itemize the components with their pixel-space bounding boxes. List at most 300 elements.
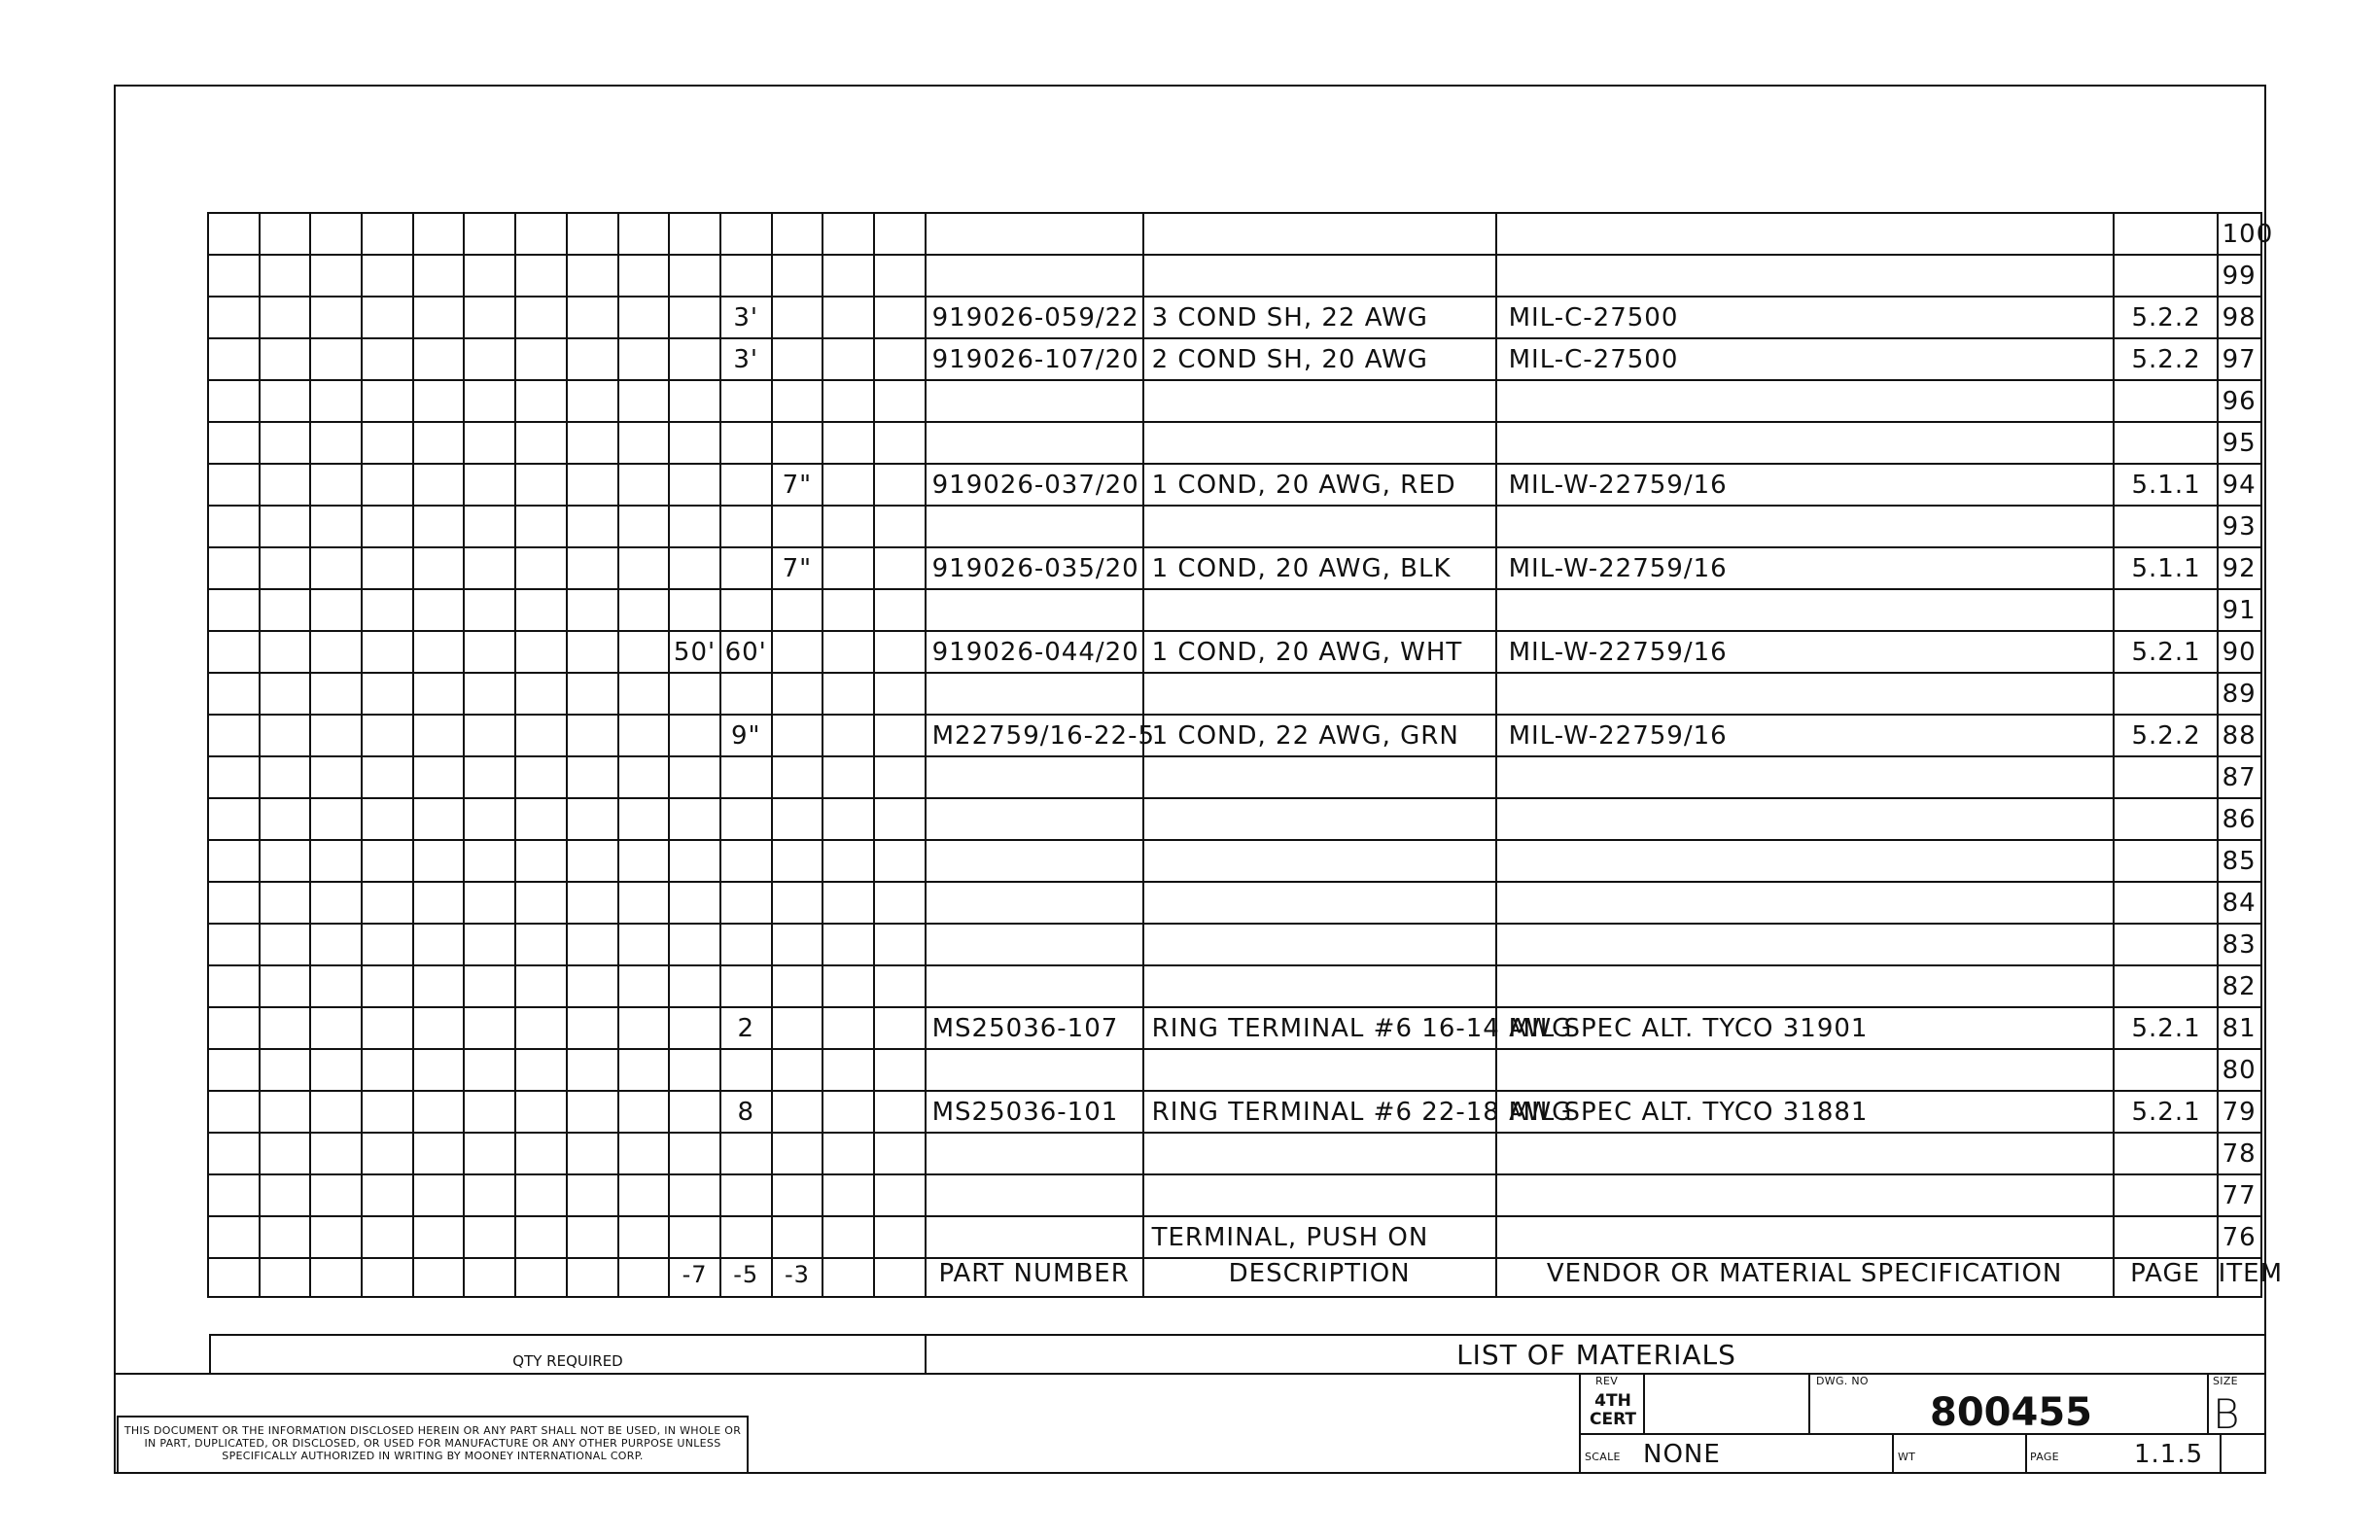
qty-cell: [413, 464, 465, 506]
qty-cell: [822, 338, 874, 380]
spec-cell: [1496, 422, 2114, 464]
description-cell: 1 COND, 22 AWG, GRN: [1143, 715, 1496, 756]
dwg-no-label: DWG. NO: [1816, 1375, 1869, 1387]
qty-cell: [413, 213, 465, 255]
qty-cell: [822, 506, 874, 547]
spec-cell: [1496, 1133, 2114, 1174]
description-cell: [1143, 882, 1496, 924]
part-number-cell: [926, 965, 1143, 1007]
table-row: [208, 1049, 2261, 1091]
qty-cell: [772, 840, 823, 882]
qty-cell: [567, 756, 618, 798]
qty-cell: [362, 1091, 413, 1133]
qty-cell: [874, 338, 926, 380]
qty-cell: 50': [669, 631, 720, 673]
table-row: [208, 1133, 2261, 1174]
qty-cell: [772, 506, 823, 547]
qty-cell: [822, 965, 874, 1007]
spec-cell: [1496, 840, 2114, 882]
item-number-cell: 100: [2218, 213, 2261, 255]
qty-cell: [310, 1133, 362, 1174]
qty-cell: [362, 589, 413, 631]
qty-cell: [567, 1091, 618, 1133]
qty-cell: [413, 1174, 465, 1216]
qty-cell: [362, 1049, 413, 1091]
table-row: [208, 380, 2261, 422]
qty-cell: [874, 1133, 926, 1174]
qty-cell: [720, 380, 772, 422]
qty-cell: [260, 631, 311, 673]
qty-cell: [874, 213, 926, 255]
qty-cell: [362, 965, 413, 1007]
qty-cell: [260, 1216, 311, 1258]
qty-cell: [874, 422, 926, 464]
table-row: [208, 756, 2261, 798]
spec-cell: MIL-W-22759/16: [1496, 464, 2114, 506]
dash-number-cell: [260, 1258, 311, 1297]
spec-cell: [1496, 589, 2114, 631]
qty-cell: [310, 1007, 362, 1049]
qty-cell: [515, 1133, 567, 1174]
qty-cell: [772, 1174, 823, 1216]
qty-cell: [464, 1216, 515, 1258]
qty-cell: [208, 422, 260, 464]
title-block-top-line: [114, 1373, 2266, 1375]
qty-cell: [772, 715, 823, 756]
qty-cell: [413, 1091, 465, 1133]
description-cell: [1143, 213, 1496, 255]
page-value: 1.1.5: [2134, 1440, 2204, 1469]
page-cell: [2114, 213, 2218, 255]
qty-cell: [567, 798, 618, 840]
item-number-cell: 80: [2218, 1049, 2261, 1091]
qty-cell: 9": [720, 715, 772, 756]
dash-number-cell: [567, 1258, 618, 1297]
qty-cell: [567, 715, 618, 756]
qty-cell: [260, 1049, 311, 1091]
qty-cell: [260, 965, 311, 1007]
dash-number-cell: [208, 1258, 260, 1297]
qty-cell: [260, 464, 311, 506]
qty-cell: [772, 798, 823, 840]
qty-cell: [669, 756, 720, 798]
page-cell: 5.2.2: [2114, 338, 2218, 380]
qty-cell: [362, 924, 413, 965]
qty-cell: [874, 297, 926, 338]
qty-cell: [362, 464, 413, 506]
table-row: [208, 297, 2261, 338]
dash-number-cell: [515, 1258, 567, 1297]
qty-cell: [567, 924, 618, 965]
qty-cell: [362, 840, 413, 882]
header-row: [208, 1258, 2261, 1297]
qty-cell: [310, 673, 362, 715]
item-number-cell: 83: [2218, 924, 2261, 965]
part-number-cell: [926, 255, 1143, 297]
table-row: [208, 673, 2261, 715]
qty-cell: [310, 380, 362, 422]
qty-cell: [464, 965, 515, 1007]
qty-cell: [464, 631, 515, 673]
qty-cell: [822, 297, 874, 338]
dash-number-cell: [618, 1258, 670, 1297]
page-cell: 5.2.1: [2114, 1091, 2218, 1133]
part-number-cell: [926, 1174, 1143, 1216]
qty-cell: [208, 798, 260, 840]
qty-cell: [822, 213, 874, 255]
qty-cell: [208, 255, 260, 297]
qty-cell: [464, 1133, 515, 1174]
qty-cell: [362, 756, 413, 798]
qty-cell: [822, 798, 874, 840]
qty-cell: [515, 506, 567, 547]
qty-cell: [720, 882, 772, 924]
qty-cell: [772, 213, 823, 255]
qty-cell: [515, 756, 567, 798]
qty-cell: [310, 1174, 362, 1216]
qty-cell: [413, 589, 465, 631]
qty-cell: [413, 882, 465, 924]
qty-cell: [208, 756, 260, 798]
qty-cell: [618, 631, 670, 673]
qty-cell: [413, 756, 465, 798]
qty-cell: [362, 1174, 413, 1216]
qty-cell: [618, 1007, 670, 1049]
qty-cell: [669, 1091, 720, 1133]
qty-cell: [567, 297, 618, 338]
qty-cell: [464, 798, 515, 840]
spec-header: VENDOR OR MATERIAL SPECIFICATION: [1496, 1258, 2114, 1297]
qty-cell: [208, 380, 260, 422]
size-label: SIZE: [2213, 1375, 2238, 1387]
qty-cell: [515, 1174, 567, 1216]
qty-cell: [208, 506, 260, 547]
qty-cell: [822, 715, 874, 756]
qty-cell: [208, 464, 260, 506]
qty-cell: [822, 380, 874, 422]
qty-cell: [874, 1091, 926, 1133]
item-number-cell: 86: [2218, 798, 2261, 840]
part-number-cell: 919026-037/20: [926, 464, 1143, 506]
qty-cell: [362, 673, 413, 715]
part-number-cell: 919026-044/20: [926, 631, 1143, 673]
table-row: [208, 422, 2261, 464]
qty-cell: [464, 380, 515, 422]
qty-cell: [618, 965, 670, 1007]
qty-cell: [772, 1049, 823, 1091]
qty-cell: [669, 506, 720, 547]
qty-cell: [464, 547, 515, 589]
qty-cell: [515, 297, 567, 338]
qty-cell: [567, 1007, 618, 1049]
description-cell: [1143, 798, 1496, 840]
item-number-cell: 84: [2218, 882, 2261, 924]
qty-cell: [310, 756, 362, 798]
qty-cell: [208, 840, 260, 882]
dash-number-cell: [464, 1258, 515, 1297]
qty-cell: [310, 965, 362, 1007]
page-cell: [2114, 422, 2218, 464]
qty-cell: [618, 882, 670, 924]
qty-cell: [669, 673, 720, 715]
qty-cell: [362, 297, 413, 338]
title-block-mid-line: [1579, 1433, 2266, 1435]
item-number-cell: 78: [2218, 1133, 2261, 1174]
qty-cell: [310, 798, 362, 840]
qty-cell: [618, 1216, 670, 1258]
qty-cell: [260, 380, 311, 422]
description-cell: RING TERMINAL #6 16-14 AWG: [1143, 1007, 1496, 1049]
table-row: [208, 464, 2261, 506]
table-row: [208, 631, 2261, 673]
qty-cell: [260, 255, 311, 297]
qty-cell: [618, 1133, 670, 1174]
qty-cell: [874, 798, 926, 840]
qty-cell: [260, 422, 311, 464]
qty-cell: [260, 1174, 311, 1216]
qty-cell: [822, 1133, 874, 1174]
dash-number-cell: [874, 1258, 926, 1297]
item-number-cell: 91: [2218, 589, 2261, 631]
qty-cell: [413, 380, 465, 422]
part-number-cell: [926, 924, 1143, 965]
spec-cell: MIL-C-27500: [1496, 297, 2114, 338]
qty-cell: [260, 1133, 311, 1174]
item-number-cell: 87: [2218, 756, 2261, 798]
table-row: [208, 840, 2261, 882]
spec-cell: MIL-W-22759/16: [1496, 631, 2114, 673]
qty-cell: [720, 1174, 772, 1216]
qty-cell: [260, 338, 311, 380]
qty-cell: [822, 882, 874, 924]
part-number-cell: M22759/16-22-5: [926, 715, 1143, 756]
qty-cell: [464, 213, 515, 255]
dash-number-cell: [822, 1258, 874, 1297]
qty-cell: [874, 715, 926, 756]
page-cell: 5.2.2: [2114, 715, 2218, 756]
page-cell: [2114, 840, 2218, 882]
qty-cell: [669, 338, 720, 380]
qty-cell: [310, 464, 362, 506]
qty-cell: [618, 1091, 670, 1133]
table-row: [208, 1216, 2261, 1258]
qty-cell: [822, 1007, 874, 1049]
qty-cell: [567, 213, 618, 255]
qty-cell: [310, 297, 362, 338]
rev-value-line2: CERT: [1589, 1410, 1636, 1429]
description-cell: [1143, 1174, 1496, 1216]
qty-cell: [669, 840, 720, 882]
qty-cell: [669, 1216, 720, 1258]
qty-cell: [669, 1007, 720, 1049]
qty-cell: [567, 589, 618, 631]
item-number-cell: 97: [2218, 338, 2261, 380]
part-number-cell: MS25036-101: [926, 1091, 1143, 1133]
qty-cell: [310, 422, 362, 464]
table-row: [208, 715, 2261, 756]
qty-cell: [464, 840, 515, 882]
qty-cell: [310, 882, 362, 924]
item-number-cell: 94: [2218, 464, 2261, 506]
qty-cell: [618, 297, 670, 338]
qty-cell: [567, 338, 618, 380]
qty-cell: [618, 422, 670, 464]
qty-cell: [515, 924, 567, 965]
page-cell: [2114, 798, 2218, 840]
qty-cell: [260, 715, 311, 756]
qty-cell: [464, 1174, 515, 1216]
item-header: ITEM: [2218, 1258, 2261, 1297]
dash-number-cell: -7: [669, 1258, 720, 1297]
qty-cell: [464, 1091, 515, 1133]
qty-cell: [618, 255, 670, 297]
qty-cell: [310, 924, 362, 965]
description-cell: [1143, 965, 1496, 1007]
qty-cell: [822, 1091, 874, 1133]
qty-cell: [618, 213, 670, 255]
qty-cell: [772, 631, 823, 673]
qty-cell: [822, 464, 874, 506]
qty-cell: [618, 1049, 670, 1091]
qty-cell: 3': [720, 338, 772, 380]
qty-cell: [874, 589, 926, 631]
qty-cell: [618, 589, 670, 631]
qty-cell: [515, 1216, 567, 1258]
qty-cell: [515, 255, 567, 297]
qty-cell: [208, 715, 260, 756]
qty-cell: [310, 255, 362, 297]
qty-cell: [515, 1049, 567, 1091]
qty-cell: [515, 338, 567, 380]
qty-cell: [515, 631, 567, 673]
qty-cell: [720, 1049, 772, 1091]
dash-number-cell: [310, 1258, 362, 1297]
qty-cell: [464, 255, 515, 297]
qty-cell: [413, 422, 465, 464]
qty-cell: [515, 840, 567, 882]
description-cell: [1143, 255, 1496, 297]
qty-cell: [669, 213, 720, 255]
qty-cell: [464, 756, 515, 798]
qty-cell: [772, 589, 823, 631]
qty-cell: [208, 1049, 260, 1091]
qty-cell: [464, 715, 515, 756]
page-cell: [2114, 1133, 2218, 1174]
qty-cell: [618, 464, 670, 506]
spec-cell: [1496, 1049, 2114, 1091]
description-cell: [1143, 924, 1496, 965]
item-number-cell: 77: [2218, 1174, 2261, 1216]
rev-label: REV: [1595, 1375, 1619, 1387]
qty-cell: [515, 1091, 567, 1133]
qty-cell: [464, 506, 515, 547]
qty-cell: [720, 422, 772, 464]
qty-cell: [464, 589, 515, 631]
qty-cell: [260, 589, 311, 631]
qty-cell: [260, 924, 311, 965]
qty-cell: [310, 547, 362, 589]
qty-cell: [464, 464, 515, 506]
qty-cell: [464, 1049, 515, 1091]
qty-cell: [669, 589, 720, 631]
page-cell: [2114, 589, 2218, 631]
qty-cell: [310, 631, 362, 673]
qty-cell: [618, 756, 670, 798]
table-row: [208, 589, 2261, 631]
qty-cell: [720, 1216, 772, 1258]
qty-cell: [567, 464, 618, 506]
qty-cell: [772, 1091, 823, 1133]
qty-cell: [260, 840, 311, 882]
qty-cell: [362, 1007, 413, 1049]
qty-cell: [413, 255, 465, 297]
qty-cell: [822, 631, 874, 673]
spec-cell: [1496, 213, 2114, 255]
qty-cell: [669, 422, 720, 464]
rev-divider: [1643, 1373, 1645, 1433]
qty-cell: [772, 882, 823, 924]
qty-cell: [772, 1133, 823, 1174]
qty-cell: [822, 1174, 874, 1216]
description-cell: [1143, 422, 1496, 464]
qty-cell: [413, 1049, 465, 1091]
item-number-cell: 88: [2218, 715, 2261, 756]
qty-cell: [720, 213, 772, 255]
page-cell: [2114, 380, 2218, 422]
dwg-divider: [1808, 1373, 1810, 1433]
table-row: [208, 213, 2261, 255]
qty-cell: [260, 213, 311, 255]
qty-cell: [515, 798, 567, 840]
qty-cell: [822, 840, 874, 882]
qty-cell: [874, 506, 926, 547]
qty-cell: [208, 1174, 260, 1216]
qty-cell: [413, 1007, 465, 1049]
part-number-cell: [926, 506, 1143, 547]
spec-cell: [1496, 673, 2114, 715]
spec-cell: [1496, 965, 2114, 1007]
qty-cell: [874, 1174, 926, 1216]
qty-cell: [413, 840, 465, 882]
qty-cell: [874, 1049, 926, 1091]
qty-cell: [618, 924, 670, 965]
qty-cell: [208, 673, 260, 715]
qty-cell: [515, 965, 567, 1007]
qty-cell: [618, 1174, 670, 1216]
part-number-cell: [926, 422, 1143, 464]
qty-cell: [618, 547, 670, 589]
description-cell: 2 COND SH, 20 AWG: [1143, 338, 1496, 380]
description-cell: [1143, 506, 1496, 547]
spec-cell: [1496, 1216, 2114, 1258]
qty-cell: [515, 589, 567, 631]
qty-cell: [772, 297, 823, 338]
part-number-cell: MS25036-107: [926, 1007, 1143, 1049]
qty-cell: [720, 840, 772, 882]
qty-cell: [720, 798, 772, 840]
size-divider: [2207, 1373, 2209, 1433]
qty-cell: [362, 506, 413, 547]
qty-cell: [310, 506, 362, 547]
description-cell: [1143, 380, 1496, 422]
qty-cell: [413, 798, 465, 840]
qty-cell: [464, 924, 515, 965]
item-number-cell: 79: [2218, 1091, 2261, 1133]
qty-cell: [413, 715, 465, 756]
qty-cell: [208, 631, 260, 673]
spec-cell: [1496, 506, 2114, 547]
part-number-cell: [926, 589, 1143, 631]
